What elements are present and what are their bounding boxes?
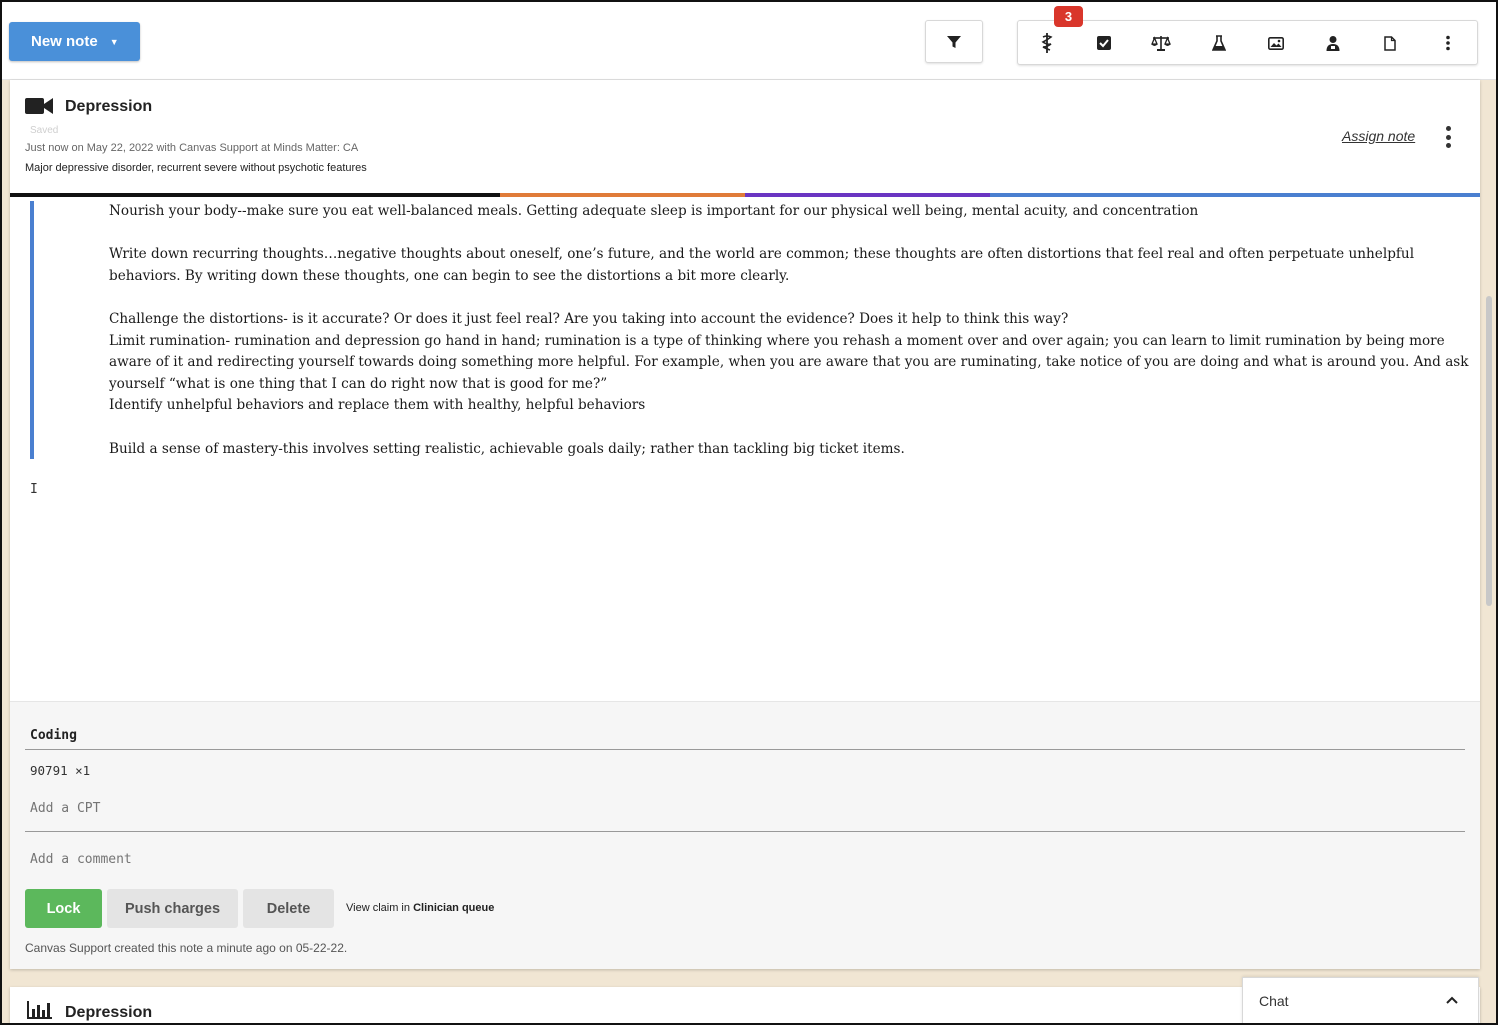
quote-bar: [30, 201, 34, 459]
notification-badge: 3: [1054, 6, 1083, 27]
note-meta: Just now on May 22, 2022 with Canvas Support at Minds Matter: CA: [25, 142, 359, 154]
note-diagnosis: Major depressive disorder, recurrent severe without psychotic features: [25, 162, 367, 174]
coding-section: [10, 701, 1480, 969]
status-bar-purple: [745, 193, 990, 197]
note-menu-icon[interactable]: [1440, 124, 1456, 150]
text-cursor: I: [30, 482, 38, 497]
status-bar-black: [10, 193, 500, 197]
chat-panel[interactable]: [1242, 977, 1479, 1025]
delete-button[interactable]: Delete: [243, 889, 334, 928]
more-vert-icon[interactable]: [1438, 33, 1458, 53]
divider: [25, 749, 1465, 750]
note-text[interactable]: [109, 201, 1469, 460]
assign-note-link[interactable]: Assign note: [1342, 128, 1416, 144]
paragraph: Identify unhelpful behaviors and replace them with healthy, helpful behaviors: [109, 397, 646, 414]
filter-icon: [946, 34, 962, 50]
paragraph: Nourish your body--make sure you eat well-balanced meals. Getting adequate sleep is important for our physical well being, mental acuity, and concentration: [109, 203, 1199, 219]
new-note-label: New note: [31, 33, 98, 50]
push-charges-button[interactable]: Push charges: [107, 889, 238, 928]
caret-down-icon: ▼: [109, 36, 119, 47]
paragraph: Limit rumination- rumination and depression go hand in hand; rumination is a type of thinking where you rehash a moment over and over again; you can learn to limit rumination by being more aware of it and redirecting yourself towards doing something more helpful. For example, when you are aware that you are ruminating, take notice of you are doing and what is around you. And ask yourself “what is one thing that I can do right now that is good for me?”: [109, 332, 1469, 392]
caduceus-icon[interactable]: [1037, 33, 1057, 53]
paragraph: Challenge the distortions- is it accurate? Or does it just feel real? Are you taking into account the evidence? Does it help to think this way?: [109, 310, 1069, 327]
document-icon[interactable]: [1380, 33, 1400, 53]
paragraph: Write down recurring thoughts…negative thoughts about oneself, one’s future, and the world are common; these thoughts are often distortions that feel real and often perpetuate unhelpful behaviors. By writing down these thoughts, one can begin to see the distortions a bit more clearly.: [109, 246, 1415, 284]
status-bar-blue: [990, 193, 1480, 197]
note-card: [10, 80, 1480, 969]
video-camera-icon: [25, 97, 53, 115]
new-note-button[interactable]: [9, 22, 140, 61]
view-claim-link[interactable]: [346, 902, 494, 914]
saved-status: Saved: [30, 125, 59, 136]
divider: [25, 831, 1465, 832]
paragraph: Build a sense of mastery-this involves setting realistic, achievable goals daily; rather than tackling big ticket items.: [109, 440, 905, 457]
coding-label: Coding: [30, 728, 77, 743]
scrollbar[interactable]: [1486, 296, 1492, 606]
cpt-input[interactable]: [30, 801, 430, 816]
claim-prefix: View claim in: [346, 902, 410, 914]
scales-icon[interactable]: [1151, 33, 1171, 53]
chart-tools-group: [1017, 20, 1478, 65]
note-title: Depression: [65, 98, 153, 115]
cpt-entry[interactable]: 90791 ×1: [30, 763, 91, 778]
claim-queue: Clinician queue: [413, 902, 495, 914]
chevron-up-icon[interactable]: [1445, 993, 1459, 1007]
created-info: Canvas Support created this note a minute ago on 05-22-22.: [25, 941, 348, 955]
bar-chart-icon: [27, 1001, 53, 1019]
chat-label: Chat: [1259, 993, 1289, 1009]
top-toolbar: [2, 2, 1496, 80]
user-icon[interactable]: [1323, 33, 1343, 53]
filter-button[interactable]: [925, 20, 983, 63]
note-header: [10, 80, 1480, 192]
flask-icon[interactable]: [1209, 33, 1229, 53]
lock-button[interactable]: Lock: [25, 889, 102, 928]
next-note-title: Depression: [65, 1004, 153, 1021]
status-bar-orange: [500, 193, 745, 197]
image-icon[interactable]: [1266, 33, 1286, 53]
checkbox-icon[interactable]: [1094, 33, 1114, 53]
comment-input[interactable]: [30, 852, 430, 867]
